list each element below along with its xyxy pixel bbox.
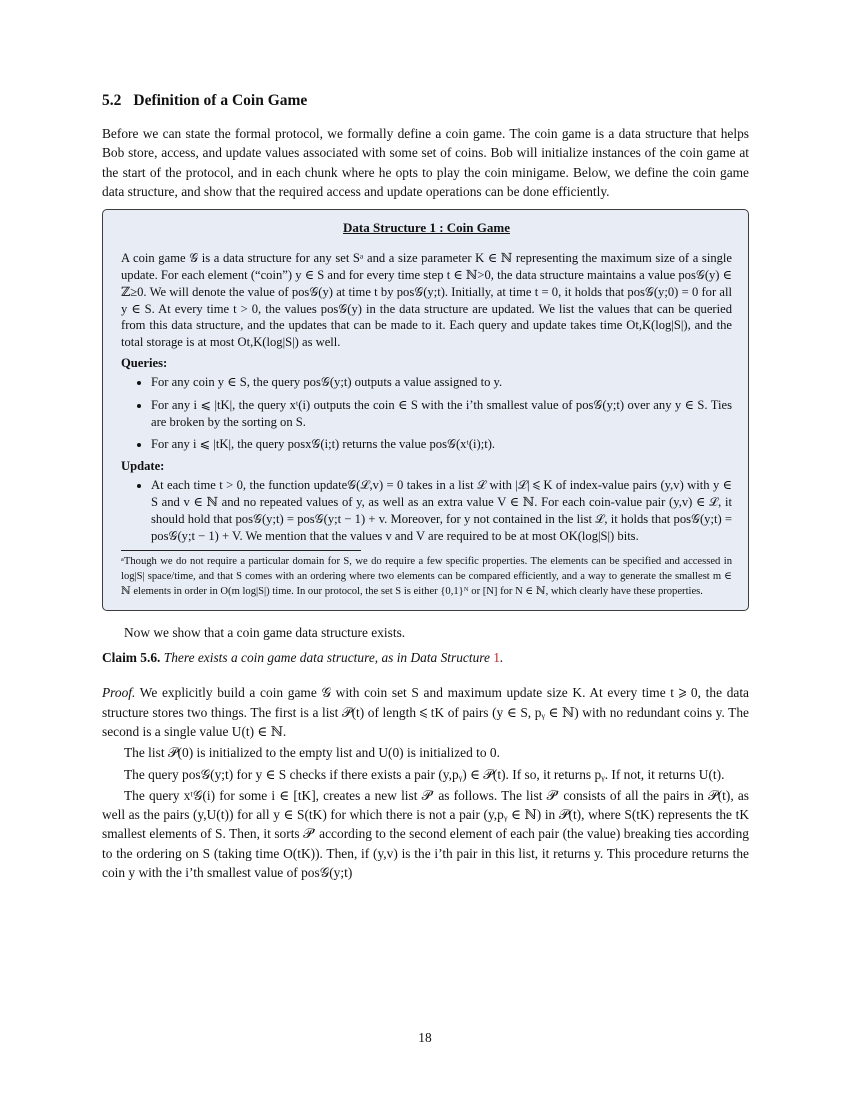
page-content (102, 92, 749, 882)
proof (102, 683, 749, 882)
claim-reference-link[interactable]: 1 (493, 650, 500, 666)
section-title: Definition of a Coin Game (133, 92, 308, 109)
data-structure-box (102, 209, 749, 611)
intro-paragraph: Before we can state the formal protocol, we formally define a coin game. The coin game is a data structure that helps Bob store, access, and update values associated with some set of coins. Bob will initialize instances of the coin game at the start of the protocol, and in each chunk where he opts to play the coin minigame. Below, we define the coin game data structure, and show that the required access and update operations can be done efficiently. (102, 126, 749, 199)
update-item: • At each time t > 0, the function update𝒢(ℒ,v) = 0 takes in a list ℒ with |ℒ| ⩽ K of index-value pairs (y,v) with y ∈ S and v ∈ ℕ and no repeated values of y, as well as an extra value V ∈ ℕ. For each coin-value pair (y,v) ∈ ℒ, it should hold that pos𝒢(y;t) = pos𝒢(y;t − 1) + v. Moreover, for y not contained in the list ℒ, it holds that pos𝒢(y;t) = pos𝒢(y;t − 1) + V. We mention that the values v and V are required to be at most OK(log|S|) bits. (151, 477, 732, 544)
claim-text: There exists a coin game data structure, as in Data Structure (163, 650, 494, 666)
after-box-text: Now we show that a coin game data structure exists. (124, 624, 406, 640)
proof-paragraph (102, 683, 749, 741)
proof-label: Proof. (102, 685, 136, 701)
query-item: • For any coin y ∈ S, the query pos𝒢(y;t) outputs a value assigned to y. (151, 374, 732, 391)
query-item: • For any i ⩽ |tK|, the query xᵗ(i) outputs the coin ∈ S with the i’th smallest value of pos𝒢(y;t) over any y ∈ S. Ties are broken by the sorting on S. (151, 397, 732, 431)
page-number: 18 (418, 1030, 432, 1045)
queries-heading: Queries: (121, 355, 168, 370)
update-list (121, 477, 732, 544)
proof-text: We explicitly build a coin game 𝒢 with coin set S and maximum update size K. At every time t ⩾ 0, the data structure stores two things. The first is a list 𝒫(t) of length ⩽ tK of pairs (y ∈ S, pᵧ ∈ ℕ) with no redundant coins y. The second is a single value U(t) ∈ ℕ. (102, 685, 749, 739)
footnote (121, 555, 732, 599)
footnote-text: ᵃThough we do not require a particular domain for S, we do require a few specific properties. The elements can be specified and accessed in log|S| space/time, and that S comes with an ordering where two elements can be compared efficiently, and a way to generate the smallest m ∈ ℕ elements in order in O(m log|S|) time. In our protocol, the set S is either {0,1}ᴺ or [N] for N ∈ ℕ, which clearly have these properties. (121, 556, 732, 597)
section-heading (102, 92, 749, 110)
claim (102, 648, 749, 667)
footnote-rule (121, 550, 361, 551)
update-heading: Update: (121, 459, 165, 474)
proof-paragraph: The query pos𝒢(y;t) for y ∈ S checks if there exists a pair (y,pᵧ) ∈ 𝒫(t). If so, it returns pᵧ. If not, it returns U(t). (124, 766, 725, 782)
claim-end: . (500, 650, 504, 666)
query-item: • For any i ⩽ |tK|, the query posx𝒢(i;t) returns the value pos𝒢(xᵗ(i);t). (151, 436, 732, 453)
box-title: Data Structure 1 : Coin Game (343, 220, 510, 236)
proof-paragraph: The list 𝒫(0) is initialized to the empty list and U(0) is initialized to 0. (124, 745, 500, 761)
claim-label: Claim 5.6. (102, 650, 161, 666)
queries-list (121, 374, 732, 453)
proof-paragraph: The query xᵗ𝒢(i) for some i ∈ [tK], creates a new list 𝒫′ as follows. The list 𝒫′ consists of all the pairs in 𝒫(t), as well as the pairs (y,U(t)) for all y ∈ S(tK) for which there is not a pair (y,pᵧ ∈ ℕ) in 𝒫(t), where S(tK) represents the tK smallest elements of S. Then, it sorts 𝒫′ according to the second element of each pair (the value) breaking ties according to the ordering on S (taking time O(tK)). Then, if (y,v) is the i’th pair in this list, it returns y. This procedure returns the coin y with the i’th smallest value of pos𝒢(y;t) (102, 787, 749, 880)
box-definition: A coin game 𝒢 is a data structure for any set Sᵃ and a size parameter K ∈ ℕ representing the maximum size of a single update. For each element (“coin”) y ∈ S and for every time step t ∈ ℕ>0, the data structure maintains a value pos𝒢(y) ∈ ℤ≥0. We will denote the value of pos𝒢(y) at time t by pos𝒢(y;t). Initially, at time t = 0, it holds that pos𝒢(y;0) = 0 for all y ∈ S. At every time t > 0, the values pos𝒢(y) in the data structure are updated. We list the values that can be queried from this data structure, and the updates that can be made to it. Each query and update takes time Ot,K(log|S|), and the total storage is at most Ot,K(log|S|) as well. (121, 251, 732, 350)
section-number: 5.2 (102, 92, 122, 109)
